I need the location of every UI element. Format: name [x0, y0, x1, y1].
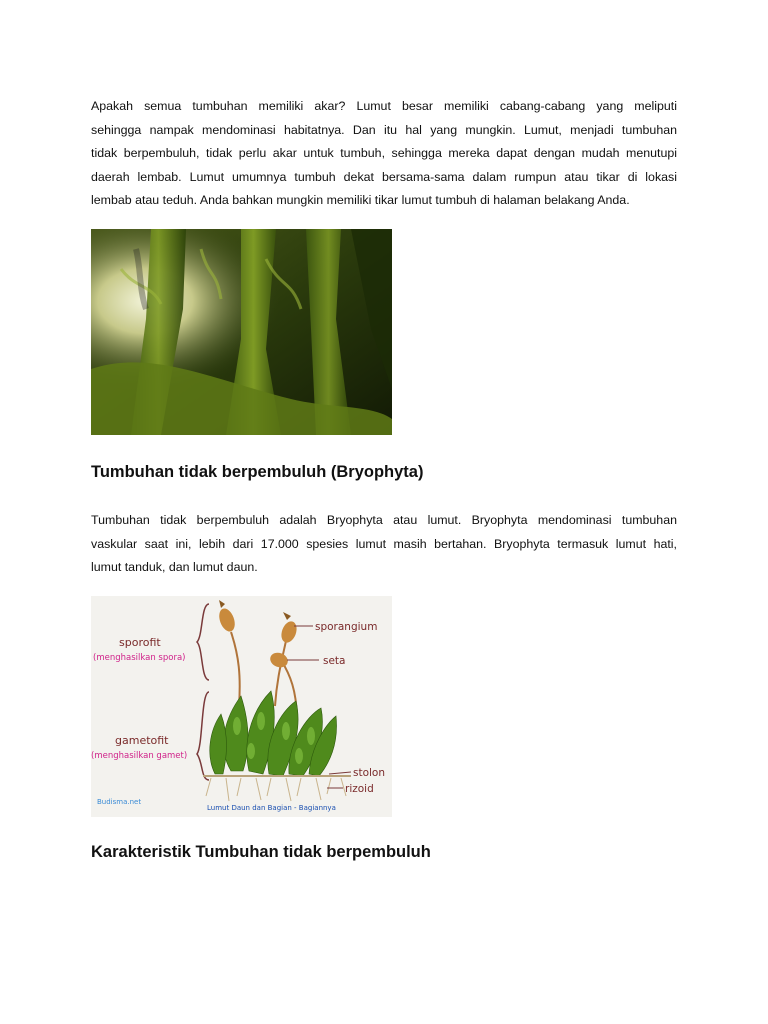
label-stolon: stolon [353, 767, 386, 779]
section-heading-bryophyta: Tumbuhan tidak berpembuluh (Bryophyta) [91, 463, 424, 481]
intro-line: daerah lembab. Lumut umumnya tumbuh dekat bersama-sama dalam rumpun atau tikar di lokasi [91, 169, 677, 184]
moss-parts-diagram [91, 596, 392, 817]
label-sporangium: sporangium [315, 621, 378, 633]
label-gametofit: gametofit [115, 734, 169, 747]
intro-paragraph [91, 95, 677, 213]
watermark: Budisma.net [97, 798, 142, 806]
label-seta: seta [323, 655, 346, 667]
moss-forest-photo [91, 229, 392, 435]
diagram-caption: Lumut Daun dan Bagian - Bagiannya [207, 804, 336, 812]
bryophyta-line: vaskular saat ini, lebih dari 17.000 spesies lumut masih bertahan. Bryophyta termasuk lumut hati, [91, 536, 677, 551]
intro-line: lembab atau teduh. Anda bahkan mungkin memiliki tikar lumut tumbuh di halaman belakang Anda. [91, 193, 630, 207]
intro-line: tidak berpembuluh, tidak perlu akar untuk tumbuh, sehingga mereka dapat dengan mudah menutupi [91, 146, 677, 160]
label-rizoid: rizoid [345, 783, 374, 795]
label-gametofit-sub: (menghasilkan gamet) [91, 751, 188, 761]
intro-line: Apakah semua tumbuhan memiliki akar? Lumut besar memiliki cabang-cabang yang meliputi [91, 99, 677, 113]
bryophyta-paragraph [91, 509, 677, 580]
label-sporofit-sub: (menghasilkan spora) [93, 653, 186, 663]
intro-line: sehingga nampak mendominasi habitatnya. Dan itu hal yang mungkin. Lumut, menjadi tumbuhan [91, 122, 677, 137]
section-heading-characteristics: Karakteristik Tumbuhan tidak berpembuluh [91, 843, 431, 861]
bryophyta-line: lumut tanduk, dan lumut daun. [91, 560, 258, 574]
bryophyta-line: Tumbuhan tidak berpembuluh adalah Bryophyta atau lumut. Bryophyta mendominasi tumbuhan [91, 513, 677, 527]
label-sporofit: sporofit [119, 636, 161, 649]
